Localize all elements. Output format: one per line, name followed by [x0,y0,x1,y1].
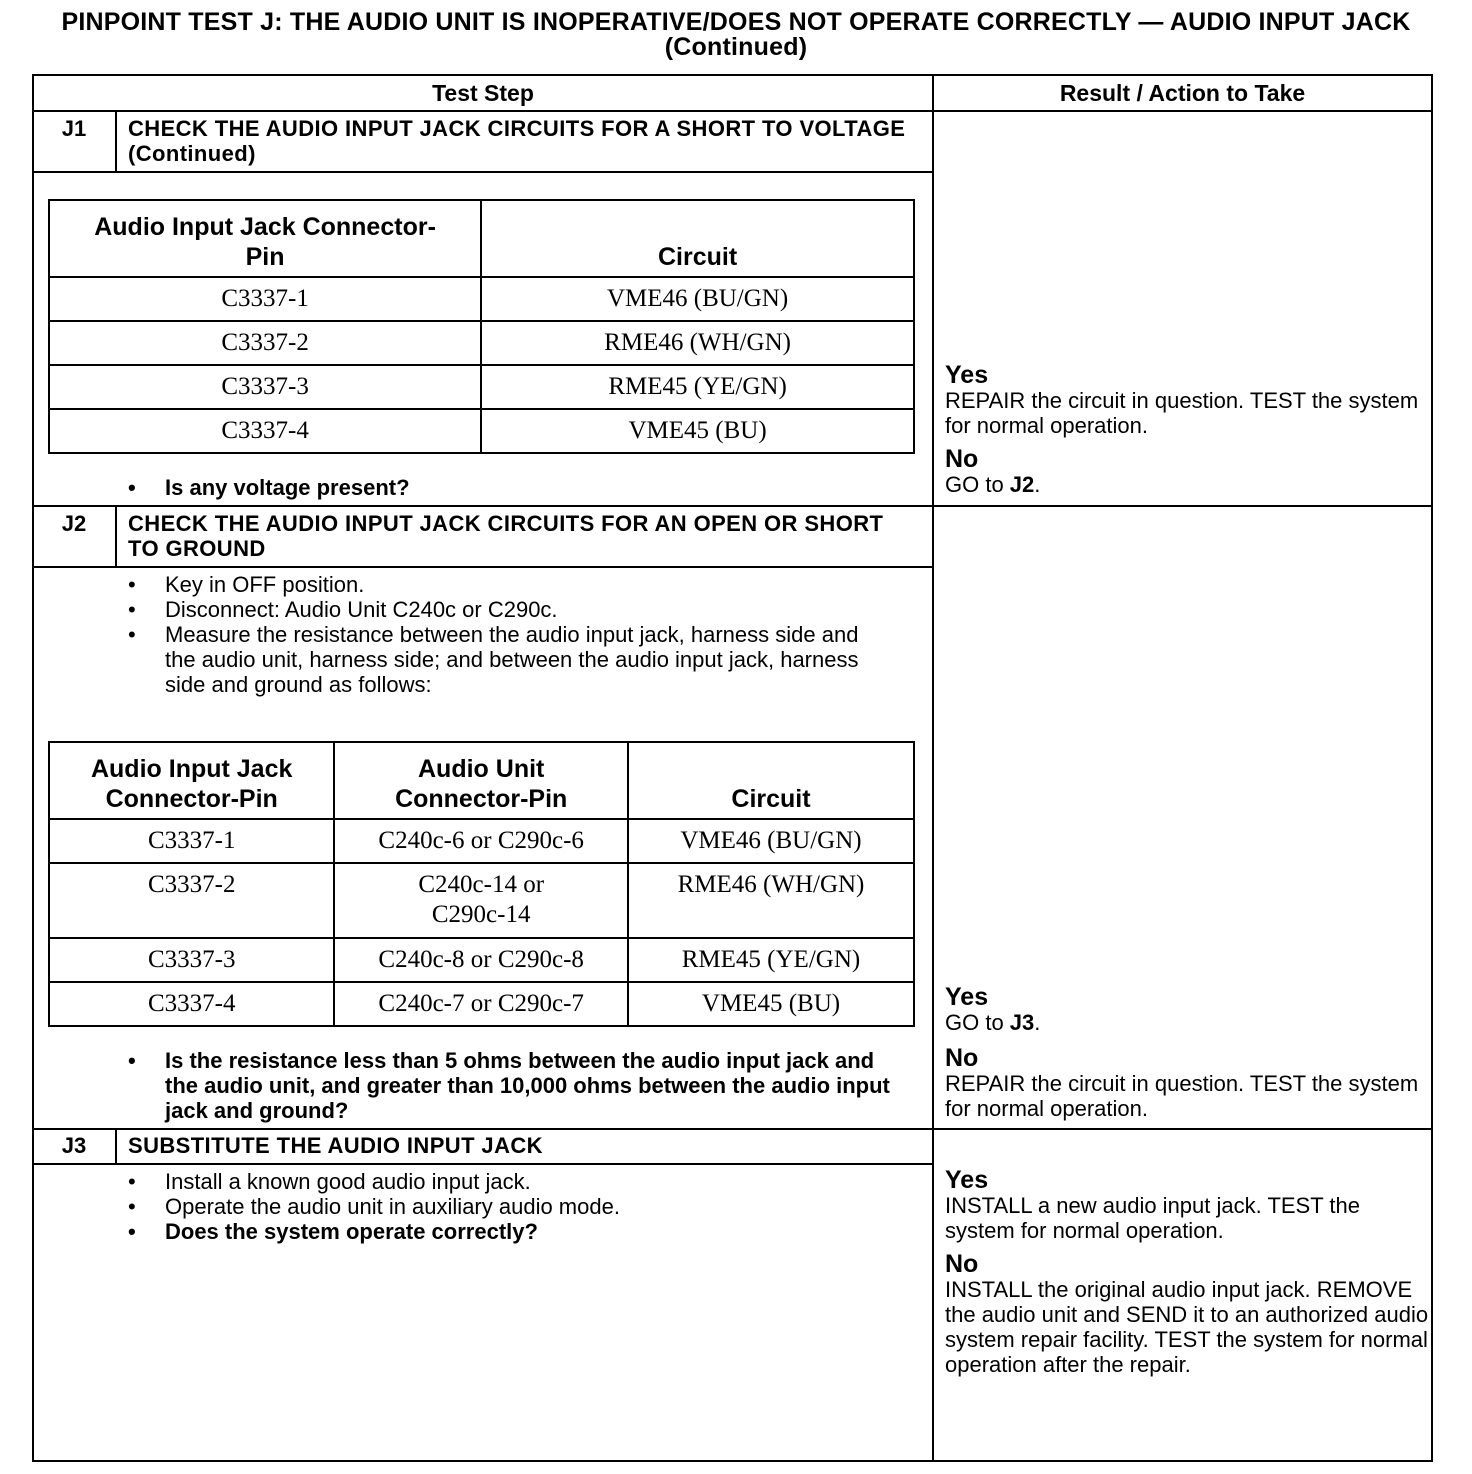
step-question: • Does the system operate correctly? [128,1219,908,1244]
table-header: Audio Input Jack Connector-Pin [49,200,481,277]
step-title-divider [32,1163,933,1165]
yes-action-text: GO to [945,1010,1010,1035]
table-row [49,365,914,409]
table-header: Circuit [481,200,914,277]
yes-action: REPAIR the circuit in question. TEST the system for normal operation. [945,388,1419,438]
no-label: No [945,1044,979,1072]
no-label: No [945,1250,979,1278]
list-item: • Key in OFF position. [128,572,888,597]
list-item: • Measure the resistance between the audio input jack, harness side and the audio unit, harness side; and between the audio input jack, harness side and ground as follows: [128,622,888,697]
j3-result [945,1166,1441,1377]
table-cell: C3337-2 [49,321,481,365]
step-divider [32,1128,1433,1130]
table-row [49,277,914,321]
no-label: No [945,445,979,473]
yes-label: Yes [945,983,989,1011]
j2-question-list [128,1048,908,1123]
no-action-text: GO to [945,472,1010,497]
j1-question-list [128,475,918,500]
column-divider [932,74,934,1462]
step-number: J1 [61,116,87,141]
table-cell: RME46 (WH/GN) [628,863,914,938]
table-cell: C3337-1 [49,819,334,863]
table-row [49,409,914,453]
header-test-step: Test Step [432,80,534,106]
table-row [49,819,914,863]
table-cell: C3337-3 [49,365,481,409]
yes-label: Yes [945,361,989,389]
j2-result [945,984,1430,1121]
header-result: Result / Action to Take [1059,80,1306,106]
step-number: J3 [61,1133,87,1158]
step-title: SUBSTITUTE THE AUDIO INPUT JACK [128,1133,543,1158]
step-title-divider [32,566,933,568]
table-header: Circuit [628,742,914,819]
step-title: CHECK THE AUDIO INPUT JACK CIRCUITS FOR A SHORT TO VOLTAGE (Continued) [128,116,906,166]
no-action-end: . [1034,472,1041,497]
table-cell: VME46 (BU/GN) [481,277,914,321]
table-cell: C240c-8 or C290c-8 [334,938,628,982]
table-cell: VME45 (BU) [628,982,914,1026]
list-item: • Disconnect: Audio Unit C240c or C290c. [128,597,888,622]
table-row [49,938,914,982]
step-reference: J2 [1009,472,1035,497]
table-row [49,321,914,365]
list-item: • Operate the audio unit in auxiliary audio mode. [128,1194,908,1219]
table-cell: VME45 (BU) [481,409,914,453]
table-cell: C240c-14 or C290c-14 [334,863,628,938]
page-title: PINPOINT TEST J: THE AUDIO UNIT IS INOPERATIVE/DOES NOT OPERATE CORRECTLY — AUDIO INPUT JACK (Continued) [61,8,1411,61]
j3-instruction-list [128,1169,908,1244]
table-cell: RME46 (WH/GN) [481,321,914,365]
table-header: Audio Input Jack Connector-Pin [49,742,334,819]
table-row [49,982,914,1026]
table-cell: C240c-6 or C290c-6 [334,819,628,863]
yes-action: INSTALL a new audio input jack. TEST the system for normal operation. [945,1193,1360,1243]
step-question: • Is the resistance less than 5 ohms between the audio input jack and the audio unit, and greater than 10,000 ohms between the audio input jack and ground? [128,1048,908,1123]
table-cell: C3337-4 [49,982,334,1026]
step-title-divider [32,171,933,173]
table-row [49,863,914,938]
step-number-divider [115,505,117,567]
no-action [945,472,1430,497]
step-divider [32,505,1433,507]
table-header: Audio Unit Connector-Pin [334,742,628,819]
table-cell: C3337-2 [49,863,334,938]
list-item: • Install a known good audio input jack. [128,1169,908,1194]
yes-action [945,1010,1430,1035]
table-cell: C3337-3 [49,938,334,982]
step-reference: J3 [1009,1010,1035,1035]
table-cell: VME46 (BU/GN) [628,819,914,863]
step-number: J2 [61,511,87,536]
table-cell: C3337-4 [49,409,481,453]
table-cell: RME45 (YE/GN) [481,365,914,409]
yes-action-end: . [1034,1010,1041,1035]
step-title: CHECK THE AUDIO INPUT JACK CIRCUITS FOR AN OPEN OR SHORT TO GROUND [128,511,884,561]
table-cell: C3337-1 [49,277,481,321]
no-action: REPAIR the circuit in question. TEST the system for normal operation. [945,1071,1419,1121]
j2-circuit-table [48,741,915,1027]
step-question: • Is any voltage present? [128,475,918,500]
table-cell: RME45 (YE/GN) [628,938,914,982]
j1-circuit-table [48,199,915,454]
no-action: INSTALL the original audio input jack. REMOVE the audio unit and SEND it to an authorized audio system repair facility. TEST the system for normal operation after the repair. [945,1277,1441,1377]
yes-label: Yes [945,1166,989,1194]
table-cell: C240c-7 or C290c-7 [334,982,628,1026]
step-number-divider [115,110,117,172]
j2-instruction-list [128,572,888,697]
header-divider [32,110,1433,112]
j1-result [945,362,1430,497]
step-number-divider [115,1128,117,1164]
